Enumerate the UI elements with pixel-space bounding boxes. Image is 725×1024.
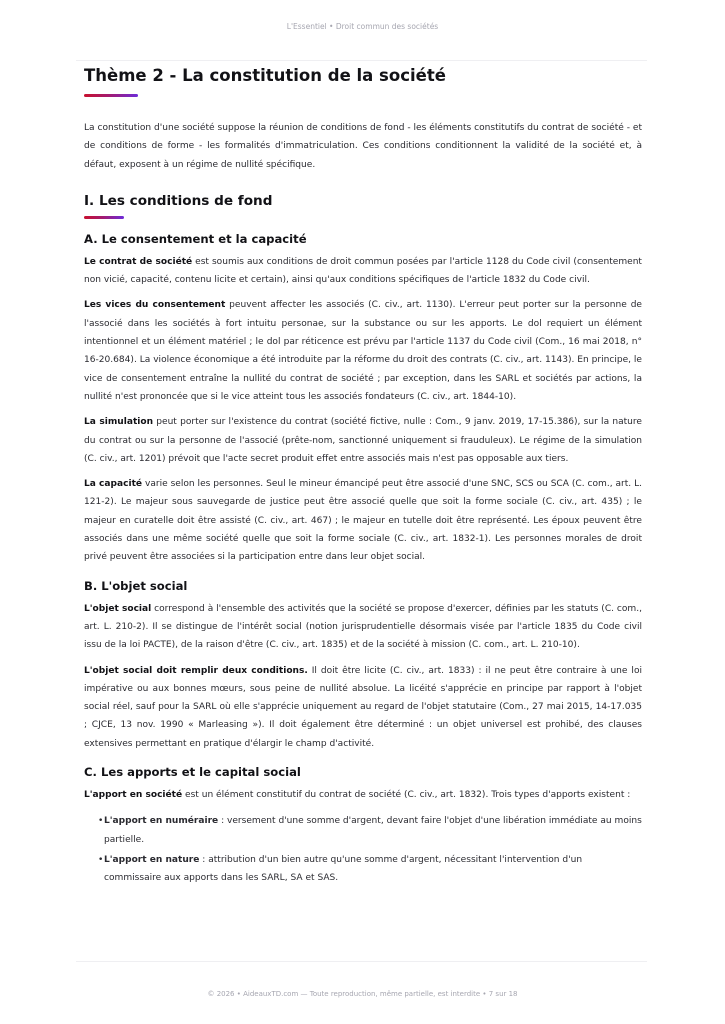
list-item [84, 851, 642, 888]
page-footer: © 2026 • AideauxTD.com — Toute reproduction, même partielle, est interdite • 7 sur 18 [207, 990, 518, 998]
subsection-title-c: C. Les apports et le capital social [84, 765, 301, 780]
list-item-text: : attribution d'un bien autre qu'une somme d'argent, nécessitant l'intervention d'un commissaire aux apports dans les SARL, SA et SAS. [104, 854, 583, 884]
paragraph-text: peuvent affecter les associés (C. civ., art. 1130). L'erreur peut porter sur la personne de l'associé dans les sociétés à fort intuitu personae, sur la substance ou sur les apports. Le dol requiert un élément intentionnel et un élément matériel ; le dol par réticence est prévu par l'article 1137 du Code civil (Com., 16 mai 2018, n° 16-20.684). La violence économique a été introduite par la réforme du droit des contrats (C. civ., art. 1143). En principe, le vice de consentement entraîne la nullité du contrat de société ; par exception, dans les SARL et sociétés par actions, la nullité n'est prononcée que si le vice atteint tous les associés fondateurs (C. civ., art. 1844-10). [84, 300, 642, 402]
footer-divider [76, 961, 647, 962]
subsection-title-b: B. L'objet social [84, 578, 188, 593]
running-header: L'Essentiel • Droit commun des sociétés [286, 22, 439, 31]
paragraph-apport [84, 786, 642, 804]
paragraph-lead: Les vices du consentement [84, 300, 226, 311]
paragraph-lead: La capacité [84, 479, 143, 490]
paragraph-simulation [84, 413, 642, 468]
paragraph-text: est un élément constitutif du contrat de société (C. civ., art. 1832). Trois types d'apports existent : [182, 790, 631, 801]
paragraph-text: est soumis aux conditions de droit commun posées par l'article 1128 du Code civil (consentement non vicié, capacité, contenu licite et certain), ainsi qu'aux conditions spécifiques de l'article 1832 du Code civil. [84, 256, 642, 286]
paragraph-lead: L'objet social doit remplir deux conditions. [84, 665, 308, 676]
list-item-lead: L'apport en nature [104, 854, 200, 865]
bullet-glyph: • [98, 816, 104, 827]
paragraph-text: Il doit être licite (C. civ., art. 1833) : il ne peut être contraire à une loi impérative ou aux bonnes mœurs, sous peine de nullité absolue. La licéité s'apprécie en principe par rapport à l'objet social réel, sauf pour la SARL où elle s'apprécie uniquement au regard de l'objet statutaire (Com., 27 mai 2015, 14-17.035 ; CJCE, 13 nov. 1990 « Marleasing »). Il doit également être déterminé : un objet universel est prohibé, des clauses extensives permettant en pratique d'élargir le champ d'activité. [84, 665, 642, 749]
theme-title: Thème 2 - La constitution de la société [84, 66, 446, 85]
section-accent-bar [84, 216, 124, 219]
paragraph-contrat [84, 253, 642, 290]
paragraph-text: correspond à l'ensemble des activités que la société se propose d'exercer, définies par les statuts (C. com., art. L. 210-2). Il se distingue de l'intérêt social (notion jurisprudentielle désormais visée par l'article 1835 du Code civil issu de la loi PACTE), de la raison d'être (C. civ., art. 1835) et de la société à mission (C. com., art. L. 210-10). [84, 603, 642, 651]
paragraph-capacite [84, 475, 642, 566]
paragraph-objet-conditions [84, 662, 642, 753]
list-item [84, 812, 642, 849]
paragraph-text: varie selon les personnes. Seul le mineur émancipé peut être associé d'une SNC, SCS ou SCA (C. com., art. L. 121-2). Le majeur sous sauvegarde de justice peut être associé quelle que soit la forme sociale (C. civ., art. 435) ; le majeur en curatelle doit être assisté (C. civ., art. 467) ; le majeur en tutelle doit être représenté. Les époux peuvent être associés dans une même société quelle que soit la forme sociale (C. civ., art. 1832-1). Les personnes morales de droit privé peuvent être associées si la participation entre dans leur objet social. [84, 479, 642, 563]
paragraph-lead: Le contrat de société [84, 256, 193, 267]
paragraph-lead: L'objet social [84, 603, 152, 614]
section-title: I. Les conditions de fond [84, 192, 273, 209]
paragraph-text: peut porter sur l'existence du contrat (société fictive, nulle : Com., 9 janv. 2019, 17-15.386), sur la nature du contrat ou sur la personne de l'associé (prête-nom, sanctionné uniquement si frauduleux). Le régime de la simulation (C. civ., art. 1201) prévoit que l'acte secret produit effet entre associés mais n'est pas opposable aux tiers. [84, 417, 642, 464]
paragraph-lead: L'apport en société [84, 790, 183, 801]
bullet-glyph: • [98, 854, 104, 865]
list-item-text: : versement d'une somme d'argent, devant faire l'objet d'une libération immédiate au moins partielle. [104, 816, 642, 845]
apport-types-list [84, 812, 642, 887]
paragraph-objet-social [84, 600, 642, 655]
title-accent-bar [84, 94, 138, 97]
list-item-lead: L'apport en numéraire [104, 816, 219, 827]
paragraph-lead: La simulation [84, 417, 154, 428]
page-content [84, 64, 642, 888]
header-divider [76, 60, 647, 61]
intro-paragraph: La constitution d'une société suppose la réunion de conditions de fond - les éléments constitutifs du contrat de société - et de conditions de forme - les formalités d'immatriculation. Ces conditions conditionnent la validité de la société et, à défaut, exposent à un régime de nullité spécifique. [84, 123, 642, 170]
subsection-title-a: A. Le consentement et la capacité [84, 231, 307, 246]
paragraph-vices [84, 296, 642, 406]
